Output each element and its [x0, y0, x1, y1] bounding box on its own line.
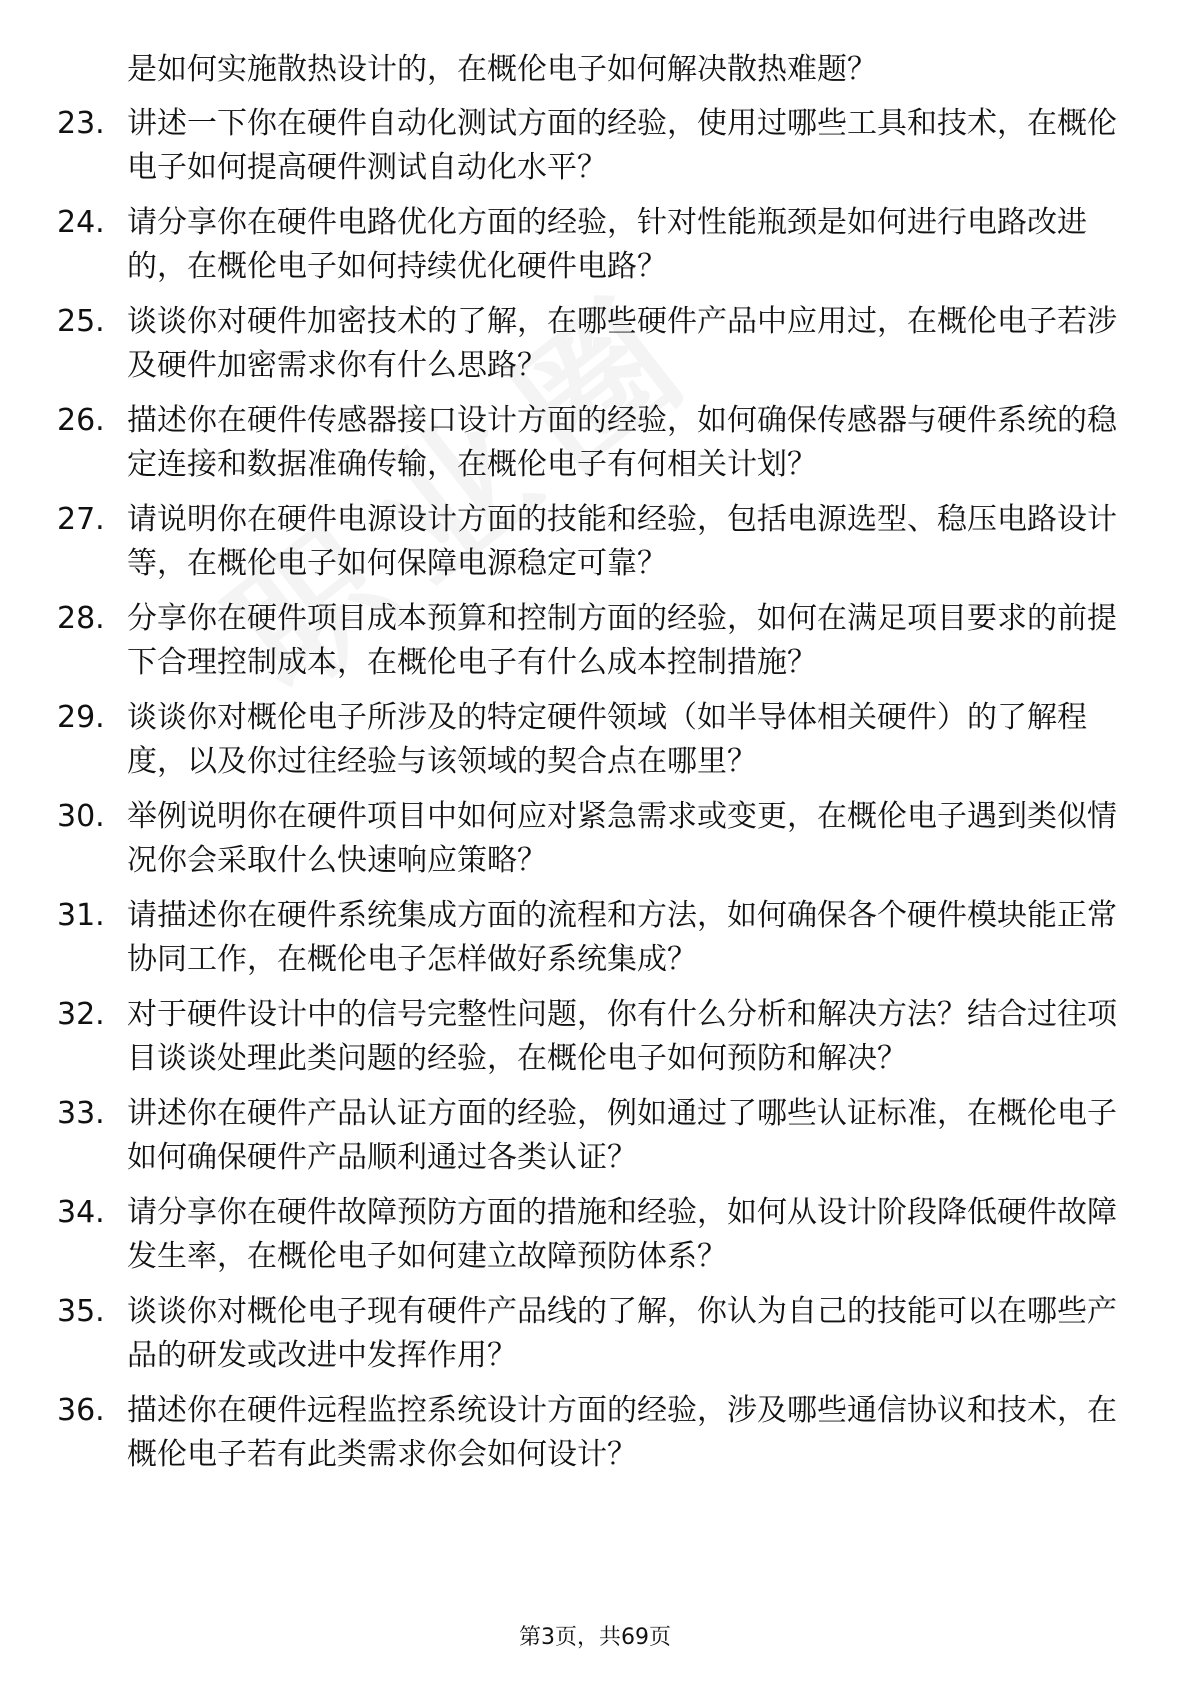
question-number: 28. — [57, 601, 105, 636]
question-text: 谈谈你对硬件加密技术的了解，在哪些硬件产品中应用过，在概伦电子若涉及硬件加密需求你有什么思路？ — [127, 304, 1117, 383]
question-number: 36. — [57, 1393, 105, 1428]
question-number: 25. — [57, 304, 105, 339]
question-item — [0, 795, 1190, 883]
question-number: 32. — [57, 997, 105, 1032]
page-footer: 第3页，共69页 — [519, 1625, 671, 1650]
question-text: 谈谈你对概伦电子现有硬件产品线的了解，你认为自己的技能可以在哪些产品的研发或改进中发挥作用？ — [127, 1294, 1117, 1373]
question-item — [0, 300, 1190, 388]
question-number: 34. — [57, 1195, 105, 1230]
question-text: 请说明你在硬件电源设计方面的技能和经验，包括电源选型、稳压电路设计等，在概伦电子如何保障电源稳定可靠？ — [127, 502, 1117, 581]
question-text: 请分享你在硬件电路优化方面的经验，针对性能瓶颈是如何进行电路改进的，在概伦电子如何持续优化硬件电路？ — [127, 205, 1087, 284]
question-item — [0, 1191, 1190, 1279]
question-item — [0, 1092, 1190, 1180]
question-list — [0, 102, 1190, 1488]
question-text: 描述你在硬件远程监控系统设计方面的经验，涉及哪些通信协议和技术，在概伦电子若有此类需求你会如何设计？ — [127, 1393, 1117, 1472]
question-number: 27. — [57, 502, 105, 537]
question-item — [0, 894, 1190, 982]
question-text: 请分享你在硬件故障预防方面的措施和经验，如何从设计阶段降低硬件故障发生率，在概伦电子如何建立故障预防体系？ — [127, 1195, 1117, 1274]
question-number: 23. — [57, 106, 105, 141]
question-item — [0, 498, 1190, 586]
question-item — [0, 1290, 1190, 1378]
question-number: 33. — [57, 1096, 105, 1131]
question-text: 讲述你在硬件产品认证方面的经验，例如通过了哪些认证标准，在概伦电子如何确保硬件产品顺利通过各类认证？ — [127, 1096, 1117, 1175]
continuation-text: 是如何实施散热设计的，在概伦电子如何解决散热难题？ — [127, 52, 877, 87]
question-item — [0, 102, 1190, 190]
question-text: 谈谈你对概伦电子所涉及的特定硬件领域（如半导体相关硬件）的了解程度，以及你过往经验与该领域的契合点在哪里？ — [127, 700, 1087, 779]
question-item — [0, 597, 1190, 685]
question-text: 描述你在硬件传感器接口设计方面的经验，如何确保传感器与硬件系统的稳定连接和数据准确传输，在概伦电子有何相关计划？ — [127, 403, 1117, 482]
question-text: 请描述你在硬件系统集成方面的流程和方法，如何确保各个硬件模块能正常协同工作，在概伦电子怎样做好系统集成？ — [127, 898, 1117, 977]
question-number: 31. — [57, 898, 105, 933]
question-text: 分享你在硬件项目成本预算和控制方面的经验，如何在满足项目要求的前提下合理控制成本，在概伦电子有什么成本控制措施？ — [127, 601, 1117, 680]
question-item — [0, 201, 1190, 289]
question-text: 讲述一下你在硬件自动化测试方面的经验，使用过哪些工具和技术，在概伦电子如何提高硬件测试自动化水平？ — [127, 106, 1117, 185]
question-text: 举例说明你在硬件项目中如何应对紧急需求或变更，在概伦电子遇到类似情况你会采取什么快速响应策略？ — [127, 799, 1117, 878]
question-number: 30. — [57, 799, 105, 834]
question-item — [0, 696, 1190, 784]
question-item — [0, 993, 1190, 1081]
question-number: 35. — [57, 1294, 105, 1329]
question-item — [0, 1389, 1190, 1477]
question-number: 24. — [57, 205, 105, 240]
question-number: 26. — [57, 403, 105, 438]
question-text: 对于硬件设计中的信号完整性问题，你有什么分析和解决方法？结合过往项目谈谈处理此类问题的经验，在概伦电子如何预防和解决？ — [127, 997, 1117, 1076]
question-item — [0, 399, 1190, 487]
question-number: 29. — [57, 700, 105, 735]
